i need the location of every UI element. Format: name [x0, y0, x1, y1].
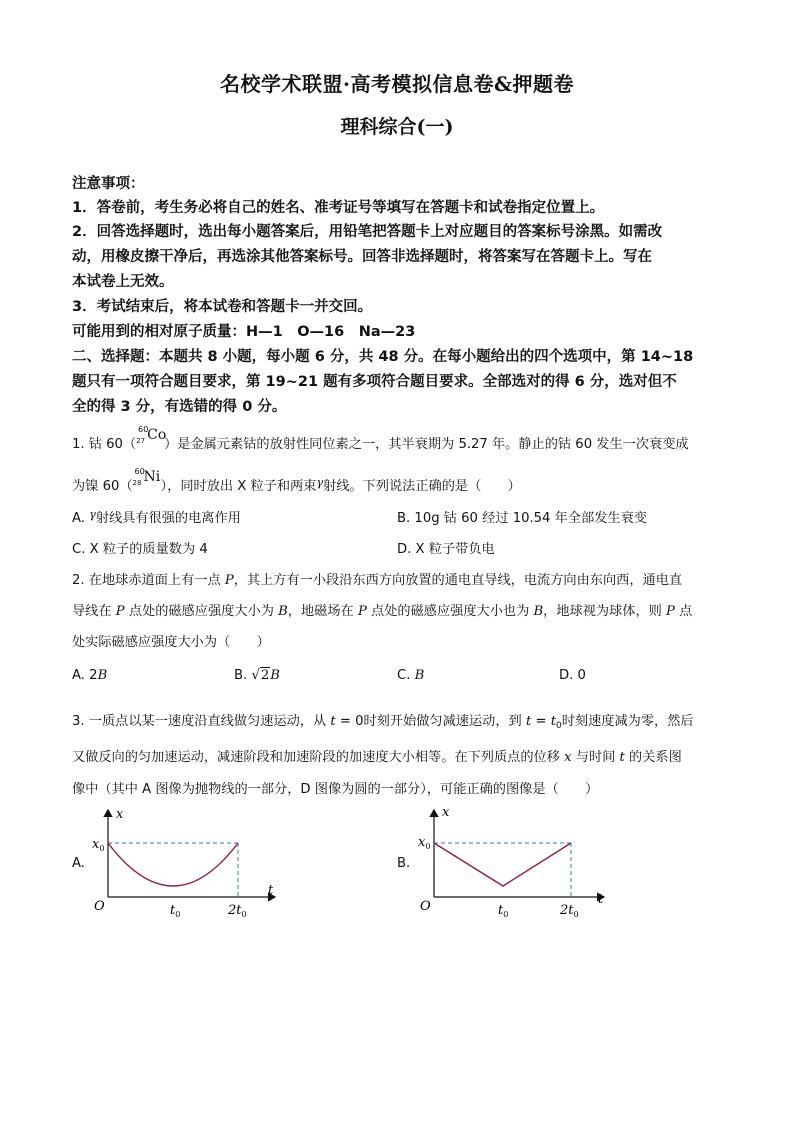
graph-b-label[interactable]: B.	[397, 856, 411, 871]
q2-option-c[interactable]: C. B	[397, 668, 425, 683]
graph-b-x0: $x_0$	[418, 835, 431, 851]
graph-b-t-label: t	[598, 892, 604, 907]
q2-option-a[interactable]: A. 2B	[72, 668, 108, 683]
notice-heading: 注意事项：	[72, 176, 145, 192]
q2-line-2: 导线在 P 点处的磁感应强度大小为 B，地磁场在 P 点处的磁感应强度大小也为 B，地球视为球体，则 P 点	[72, 604, 693, 619]
graph-a-parabola	[108, 843, 238, 886]
graph-a-t-label: t	[268, 883, 274, 898]
section-intro-line-3: 全的得 3 分，有选错的得 0 分。	[72, 399, 287, 415]
notice-item-1: 1．答卷前，考生务必将自己的姓名、准考证号等填写在答题卡和试卷指定位置上。	[72, 200, 605, 216]
q1-option-a[interactable]: A. $^\gamma$射线具有很强的电离作用	[72, 508, 241, 526]
q3-line-2: 又做反向的匀加速运动，减速阶段和加速阶段的加速度大小相等。在下列质点的位移 x 与时间 t 的关系图	[72, 750, 682, 765]
graph-a-label[interactable]: A.	[72, 856, 85, 871]
notice-item-2-line-3: 本试卷上无效。	[72, 274, 174, 290]
atomic-masses: 可能用到的相对原子质量：H—1 O—16 Na—23	[72, 324, 416, 340]
graph-b-y-label: x	[442, 805, 450, 820]
q1-option-b[interactable]: B. 10g 钴 60 经过 10.54 年全部发生衰变	[397, 511, 647, 526]
exam-subtitle: 理科综合(一)	[340, 116, 454, 138]
nickel-60-isotope: 60 28 Ni	[132, 467, 161, 487]
graph-b-tick-2t0: $2t_0$	[560, 903, 579, 919]
notice-item-3: 3．考试结束后，将本试卷和答题卡一并交回。	[72, 299, 373, 315]
q2-line-1: 2. 在地球赤道面上有一点 P，其上方有一小段沿东西方向放置的通电直导线，电流方向由东向西，通电直	[72, 573, 683, 588]
q2-line-3: 处实际磁感应强度大小为（ ）	[72, 635, 270, 650]
q1-option-d[interactable]: D. X 粒子带负电	[397, 542, 495, 557]
graph-a-tick-t0: $t_0$	[170, 903, 181, 919]
cobalt-60-isotope: 60 27 Co	[136, 425, 167, 445]
q3-line-1: 3. 一质点以某一速度沿直线做匀速运动，从 t = 0时刻开始做匀减速运动，到 $t = t_0$时刻速度减为零，然后	[72, 714, 694, 731]
q2-option-b[interactable]: B. √2B	[234, 668, 280, 683]
section-intro-line-1: 二、选择题：本题共 8 小题，每小题 6 分，共 48 分。在每小题给出的四个选项中，第 14~18	[72, 349, 694, 365]
graph-b-tick-t0: $t_0$	[498, 903, 509, 919]
graph-a	[90, 800, 290, 925]
q1-option-c[interactable]: C. X 粒子的质量数为 4	[72, 542, 208, 557]
graph-b-v-shape	[434, 843, 571, 886]
q1-line-2: 为镍 60（ 60 28 Ni ），同时放出 X 粒子和两束$^\gamma$射线。下列说法正确的是（ ）	[72, 467, 521, 494]
graph-b	[414, 800, 614, 925]
section-intro-line-2: 题只有一项符合题目要求，第 19~21 题有多项符合题目要求。全部选对的得 6 分，选对但不	[72, 374, 677, 390]
notice-item-2-line-2: 动，用橡皮擦干净后，再选涂其他答案标号。回答非选择题时，将答案写在答题卡上。写在	[72, 249, 652, 265]
q1-line-1: 1. 钴 60（ 60 27 Co ）是金属元素钴的放射性同位素之一，其半衰期为 5.27 年。静止的钴 60 发生一次衰变成	[72, 425, 689, 452]
q2-option-d[interactable]: D. 0	[559, 668, 586, 683]
graph-a-y-label: x	[116, 807, 124, 822]
graph-a-x0: $x_0$	[92, 837, 105, 853]
graph-a-tick-2t0: $2t_0$	[228, 903, 247, 919]
exam-title: 名校学术联盟·高考模拟信息卷&押题卷	[219, 72, 575, 96]
notice-item-2-line-1: 2．回答选择题时，选出每小题答案后，用铅笔把答题卡上对应题目的答案标号涂黑。如需改	[72, 224, 663, 240]
graph-a-origin: O	[94, 899, 105, 914]
q3-line-3: 像中（其中 A 图像为抛物线的一部分，D 图像为圆的一部分），可能正确的图像是（ ）	[72, 782, 599, 797]
graph-b-origin: O	[420, 899, 431, 914]
sqrt-symbol: √2	[251, 668, 270, 683]
